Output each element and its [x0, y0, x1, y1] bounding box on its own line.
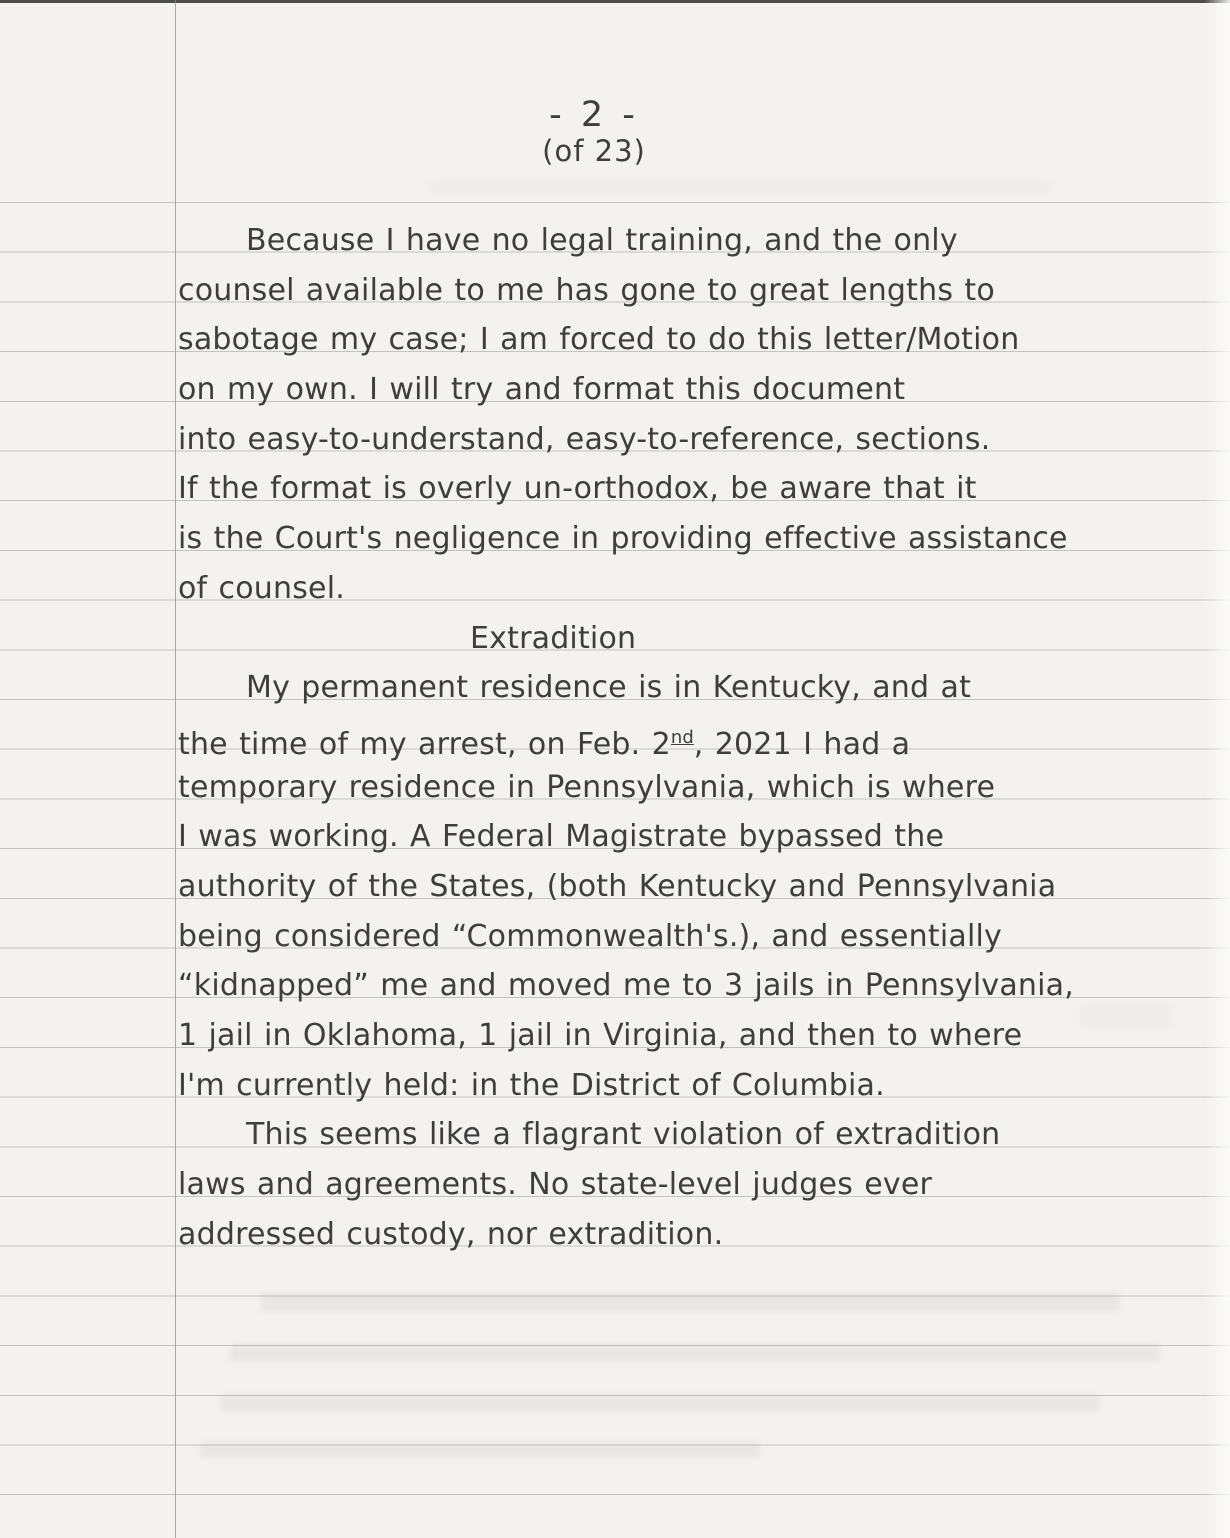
page-count-note: (of 23) [542, 133, 646, 168]
handwritten-line [178, 649, 1224, 706]
handwritten-line-text: into easy-to-understand, easy-to-reference, sections. [178, 421, 991, 457]
bleedthrough-smudge [230, 1344, 1160, 1362]
handwritten-line-text: laws and agreements. No state-level judges ever [178, 1167, 933, 1203]
handwritten-line-text: I was working. A Federal Magistrate bypassed the [178, 819, 945, 855]
handwritten-line [178, 798, 1224, 855]
handwritten-line [178, 351, 1224, 408]
handwritten-line [178, 1047, 1224, 1103]
handwritten-line [178, 202, 1224, 258]
handwritten-line-text: Extradition [470, 620, 637, 656]
handwritten-line [178, 252, 1224, 308]
handwritten-line-text: being considered “Commonwealth's.), and essentially [178, 918, 1003, 954]
bleedthrough-smudge [430, 180, 1050, 194]
handwritten-line-text: is the Court's negligence in providing effective assistance [178, 521, 1068, 557]
bleedthrough-smudge [260, 1292, 1120, 1312]
handwritten-line-text: If the format is overly un-orthodox, be aware that it [178, 471, 977, 507]
handwritten-line-text: counsel available to me has gone to great lengths to [178, 272, 995, 308]
page-number: - 2 - [549, 95, 639, 135]
handwritten-line [178, 699, 1224, 762]
handwritten-text [178, 202, 1224, 1252]
handwritten-line [178, 1146, 1224, 1203]
handwritten-line-text: of counsel. [178, 570, 345, 606]
handwritten-line [178, 1096, 1224, 1153]
handwritten-line [178, 848, 1224, 904]
handwritten-line [178, 898, 1224, 954]
handwritten-line-text: sabotage my case; I am forced to do this letter/Motion [178, 322, 1020, 358]
handwritten-line-text: temporary residence in Pennsylvania, which is where [178, 769, 996, 805]
handwritten-line [178, 997, 1224, 1053]
page-header [0, 96, 1188, 167]
handwritten-line-text: the time of my arrest, on Feb. 2nd, 2021 I had a [178, 726, 911, 762]
handwritten-line-text: addressed custody, nor extradition. [178, 1216, 724, 1252]
bleedthrough-smudge [220, 1394, 1100, 1412]
handwritten-line [178, 550, 1224, 606]
handwritten-line-text: on my own. I will try and format this document [178, 372, 906, 408]
handwritten-line-text: authority of the States, (both Kentucky and Pennsylvania [178, 868, 1057, 904]
handwritten-line [178, 500, 1224, 557]
handwritten-line-text: Because I have no legal training, and the only [246, 223, 958, 258]
handwritten-line-text: “kidnapped” me and moved me to 3 jails in Pennsylvania, [178, 968, 1074, 1004]
margin-line [175, 0, 176, 1538]
section-heading [178, 600, 1224, 656]
handwritten-line [178, 401, 1224, 457]
bleedthrough-smudge [200, 1442, 760, 1458]
page-top-edge [0, 0, 1230, 3]
handwritten-line-text: 1 jail in Oklahoma, 1 jail in Virginia, and then to where [178, 1018, 1023, 1053]
handwritten-line-text: My permanent residence is in Kentucky, and at [246, 670, 972, 706]
handwritten-line [178, 749, 1224, 805]
handwritten-line [178, 301, 1224, 358]
handwritten-line-text: I'm currently held: in the District of Columbia. [178, 1067, 885, 1103]
handwritten-line [178, 1196, 1224, 1252]
handwritten-line [178, 947, 1224, 1004]
handwritten-line [178, 450, 1224, 507]
handwritten-line-text: This seems like a flagrant violation of extradition [246, 1117, 1001, 1153]
